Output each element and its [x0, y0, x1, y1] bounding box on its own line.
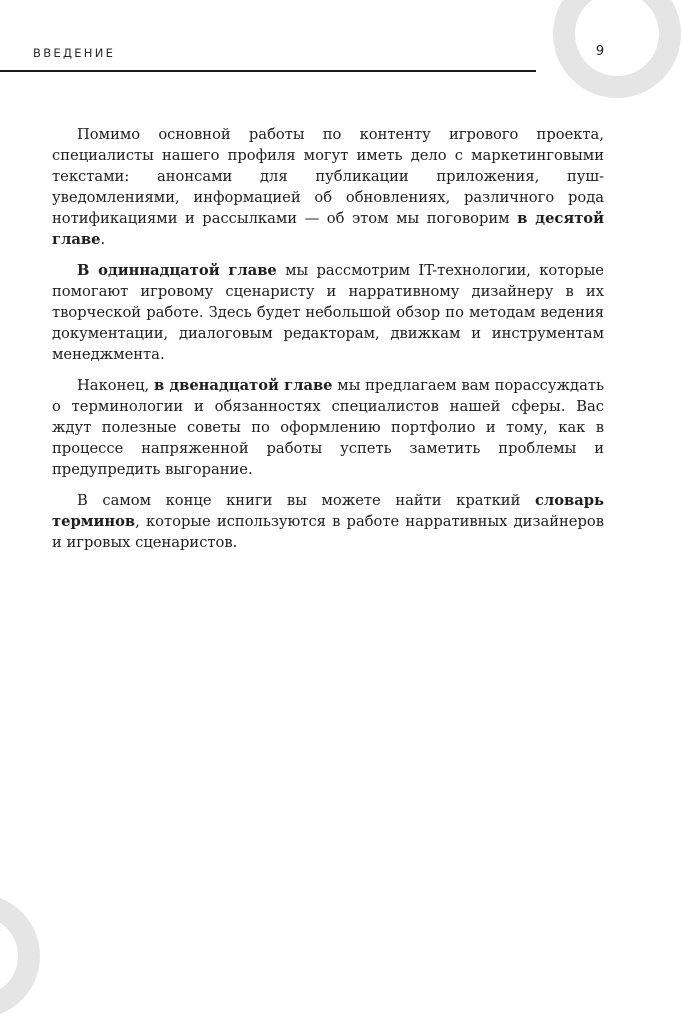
header-rule — [0, 70, 536, 72]
glossary-reference: словарь терминов — [52, 492, 604, 530]
paragraph-text: мы рассмотрим IT-технологии, которые помогают игровому сценаристу и нарративному дизайнеру в их творческой работе. Здесь будет небольшой обзор по методам ведения документации, диалоговым редакторам, движкам и инструментам менеджмента. — [52, 262, 604, 363]
paragraph-text: Наконец, — [77, 377, 154, 394]
paragraph-marketing — [52, 124, 604, 250]
paragraph-text: . — [100, 231, 106, 248]
paragraph-text: Помимо основной работы по контенту игрового проекта, специалисты нашего профиля могут иметь дело с маркетинговыми текстами: анонсами для публикации приложения, пуш-уведомлениями, информацией об обновлениях, различного рода нотификациями и рассылками — об этом мы поговорим — [52, 126, 604, 227]
paragraph-text: , которые используются в работе нарративных дизайнеров и игровых сценаристов. — [52, 513, 604, 551]
body-text — [52, 124, 604, 563]
chapter-reference: в двенадцатой главе — [153, 377, 333, 394]
decorative-ring-bottom — [0, 894, 40, 1018]
paragraph-terminology — [52, 375, 604, 480]
paragraph-glossary — [52, 490, 604, 553]
paragraph-text: В самом конце книги вы можете найти краткий — [77, 492, 535, 509]
chapter-reference: в десятой главе — [52, 210, 605, 248]
paragraph-it-technologies — [52, 260, 604, 365]
chapter-reference: В одиннадцатой главе — [77, 262, 277, 279]
decorative-ring-top — [553, 0, 681, 98]
running-head: ВВЕДЕНИЕ — [33, 46, 116, 60]
paragraph-text: мы предлагаем вам порассуждать о терминологии и обязанностях специалистов нашей сферы. Вас ждут полезные советы по оформлению портфолио и тому, как в процессе напряженной работы успеть заметить проблемы и предупредить выгорание. — [52, 377, 604, 478]
page-number: 9 — [595, 44, 605, 59]
